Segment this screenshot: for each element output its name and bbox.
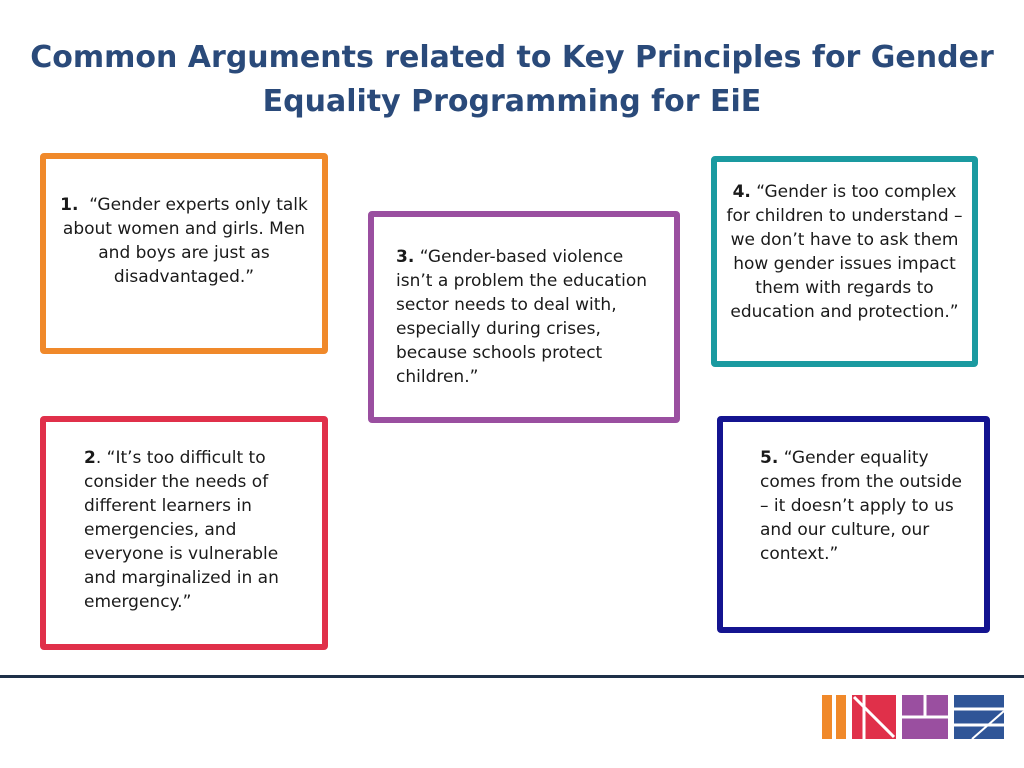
argument-box-2	[40, 416, 328, 650]
argument-2-number: 2	[84, 448, 96, 468]
argument-box-3	[368, 211, 680, 423]
argument-5-text	[760, 446, 964, 566]
title-line-1: Common Arguments related to Key Principles for Gender	[30, 40, 994, 75]
argument-3-number: 3.	[396, 247, 415, 267]
title-line-2: Equality Programming for EiE	[262, 84, 762, 119]
logo-orange-block	[822, 695, 832, 739]
argument-4-number: 4.	[732, 182, 751, 202]
argument-5-quote: “Gender equality comes from the outside – it doesn’t apply to us and our culture, our context.”	[760, 448, 962, 564]
argument-2-quote: . “It’s too difficult to consider the needs of different learners in emergencies, and everyone is vulnerable and marginalized in an emergency.”	[84, 448, 279, 612]
footer-divider	[0, 675, 1024, 678]
argument-4-quote: “Gender is too complex for children to understand – we don’t have to ask them how gender issues impact them with regards to education and protection.”	[726, 182, 963, 322]
argument-box-4	[711, 156, 978, 367]
argument-box-5	[717, 416, 990, 633]
organization-logo-icon	[822, 695, 1004, 739]
argument-3-text	[396, 245, 656, 389]
argument-5-number: 5.	[760, 448, 779, 468]
argument-4-text	[725, 180, 964, 324]
argument-3-quote: “Gender-based violence isn’t a problem the education sector needs to deal with, especially during crises, because schools protect children.”	[396, 247, 648, 387]
logo-orange-block	[836, 695, 846, 739]
argument-box-1	[40, 153, 328, 354]
page-title	[0, 36, 1024, 124]
argument-1-text	[56, 193, 312, 289]
argument-1-quote: “Gender experts only talk about women and girls. Men and boys are just as disadvantaged.”	[62, 195, 308, 287]
argument-1-number: 1.	[60, 195, 79, 215]
argument-2-text	[84, 446, 302, 614]
